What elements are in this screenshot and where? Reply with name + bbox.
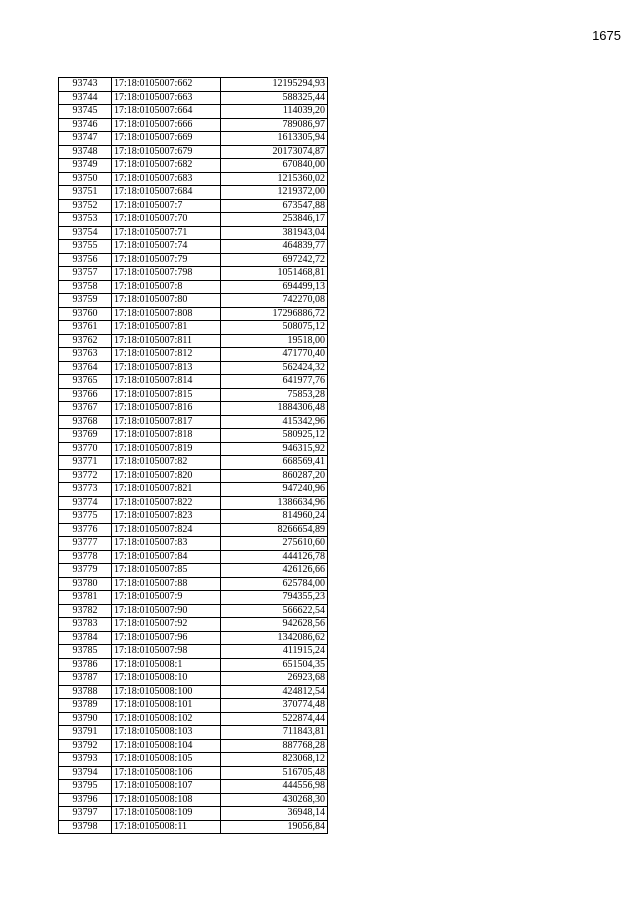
cadastral-value-cell: 641977,76 [221,375,328,389]
cadastral-number-cell: 17:18:0105007:88 [112,577,221,591]
cadastral-value-cell: 1613305,94 [221,132,328,146]
table-row [59,712,328,726]
cadastral-number-cell: 17:18:0105007:92 [112,618,221,632]
table-row [59,415,328,429]
cadastral-value-cell: 8266654,89 [221,523,328,537]
cadastral-value-cell: 668569,41 [221,456,328,470]
row-number-cell: 93792 [59,739,112,753]
cadastral-value-cell: 12195294,93 [221,78,328,92]
cadastral-number-cell: 17:18:0105007:666 [112,118,221,132]
row-number-cell: 93755 [59,240,112,254]
table-row [59,402,328,416]
cadastral-value-cell: 20173074,87 [221,145,328,159]
row-number-cell: 93780 [59,577,112,591]
row-number-cell: 93777 [59,537,112,551]
cadastral-value-cell: 1386634,96 [221,496,328,510]
cadastral-number-cell: 17:18:0105008:1 [112,658,221,672]
cadastral-number-cell: 17:18:0105008:108 [112,793,221,807]
table-row [59,672,328,686]
cadastral-value-cell: 588325,44 [221,91,328,105]
row-number-cell: 93781 [59,591,112,605]
row-number-cell: 93754 [59,226,112,240]
cadastral-value-cell: 694499,13 [221,280,328,294]
table-row [59,658,328,672]
row-number-cell: 93747 [59,132,112,146]
row-number-cell: 93773 [59,483,112,497]
table-row [59,132,328,146]
row-number-cell: 93746 [59,118,112,132]
row-number-cell: 93758 [59,280,112,294]
row-number-cell: 93762 [59,334,112,348]
cadastral-value-cell: 370774,48 [221,699,328,713]
cadastral-value-cell: 253846,17 [221,213,328,227]
table-row [59,631,328,645]
cadastral-number-cell: 17:18:0105007:90 [112,604,221,618]
row-number-cell: 93772 [59,469,112,483]
cadastral-value-cell: 887768,28 [221,739,328,753]
row-number-cell: 93753 [59,213,112,227]
cadastral-number-cell: 17:18:0105007:812 [112,348,221,362]
table-row [59,699,328,713]
row-number-cell: 93778 [59,550,112,564]
cadastral-number-cell: 17:18:0105007:814 [112,375,221,389]
cadastral-number-cell: 17:18:0105007:823 [112,510,221,524]
table-row [59,429,328,443]
cadastral-number-cell: 17:18:0105007:816 [112,402,221,416]
cadastral-number-cell: 17:18:0105007:822 [112,496,221,510]
table-row [59,118,328,132]
cadastral-value-cell: 823068,12 [221,753,328,767]
cadastral-value-cell: 1051468,81 [221,267,328,281]
table-row [59,807,328,821]
cadastral-value-cell: 114039,20 [221,105,328,119]
table-row [59,591,328,605]
row-number-cell: 93786 [59,658,112,672]
table-row [59,685,328,699]
cadastral-number-cell: 17:18:0105007:683 [112,172,221,186]
cadastral-number-cell: 17:18:0105007:811 [112,334,221,348]
table-row [59,321,328,335]
row-number-cell: 93795 [59,780,112,794]
row-number-cell: 93766 [59,388,112,402]
table-row [59,388,328,402]
cadastral-number-cell: 17:18:0105007:84 [112,550,221,564]
table-row [59,186,328,200]
cadastral-number-cell: 17:18:0105007:818 [112,429,221,443]
cadastral-value-cell: 26923,68 [221,672,328,686]
cadastral-value-cell: 17296886,72 [221,307,328,321]
row-number-cell: 93760 [59,307,112,321]
table-row [59,820,328,834]
cadastral-number-cell: 17:18:0105008:109 [112,807,221,821]
cadastral-number-cell: 17:18:0105007:664 [112,105,221,119]
cadastral-value-cell: 444556,98 [221,780,328,794]
cadastral-number-cell: 17:18:0105007:798 [112,267,221,281]
table-row [59,105,328,119]
cadastral-value-cell: 75853,28 [221,388,328,402]
cadastral-number-cell: 17:18:0105008:10 [112,672,221,686]
table-row [59,307,328,321]
cadastral-number-cell: 17:18:0105008:101 [112,699,221,713]
cadastral-number-cell: 17:18:0105007:682 [112,159,221,173]
cadastral-value-cell: 673547,88 [221,199,328,213]
table-row [59,199,328,213]
cadastral-number-cell: 17:18:0105008:104 [112,739,221,753]
cadastral-number-cell: 17:18:0105008:100 [112,685,221,699]
row-number-cell: 93763 [59,348,112,362]
cadastral-number-cell: 17:18:0105007:79 [112,253,221,267]
row-number-cell: 93797 [59,807,112,821]
table-row [59,469,328,483]
table-row [59,483,328,497]
row-number-cell: 93751 [59,186,112,200]
row-number-cell: 93750 [59,172,112,186]
cadastral-value-cell: 697242,72 [221,253,328,267]
cadastral-value-cell: 411915,24 [221,645,328,659]
cadastral-number-cell: 17:18:0105007:71 [112,226,221,240]
table-row [59,159,328,173]
cadastral-value-cell: 742270,08 [221,294,328,308]
cadastral-value-cell: 947240,96 [221,483,328,497]
cadastral-value-cell: 424812,54 [221,685,328,699]
cadastral-value-cell: 522874,44 [221,712,328,726]
row-number-cell: 93767 [59,402,112,416]
cadastral-number-cell: 17:18:0105007:81 [112,321,221,335]
row-number-cell: 93748 [59,145,112,159]
row-number-cell: 93757 [59,267,112,281]
table-row [59,442,328,456]
row-number-cell: 93774 [59,496,112,510]
row-number-cell: 93775 [59,510,112,524]
cadastral-number-cell: 17:18:0105007:821 [112,483,221,497]
row-number-cell: 93793 [59,753,112,767]
cadastral-number-cell: 17:18:0105008:102 [112,712,221,726]
cadastral-number-cell: 17:18:0105007:80 [112,294,221,308]
row-number-cell: 93764 [59,361,112,375]
row-number-cell: 93796 [59,793,112,807]
row-number-cell: 93790 [59,712,112,726]
cadastral-value-cell: 651504,35 [221,658,328,672]
cadastral-value-cell: 580925,12 [221,429,328,443]
cadastral-value-cell: 471770,40 [221,348,328,362]
table-row [59,348,328,362]
cadastral-value-cell: 426126,66 [221,564,328,578]
cadastral-value-cell: 562424,32 [221,361,328,375]
row-number-cell: 93752 [59,199,112,213]
row-number-cell: 93744 [59,91,112,105]
cadastral-value-cell: 19056,84 [221,820,328,834]
table-row [59,456,328,470]
table-row [59,793,328,807]
row-number-cell: 93771 [59,456,112,470]
cadastral-number-cell: 17:18:0105007:669 [112,132,221,146]
cadastral-value-cell: 860287,20 [221,469,328,483]
table-row [59,78,328,92]
table-row [59,213,328,227]
row-number-cell: 93756 [59,253,112,267]
page-number: 1675 [592,28,621,43]
table-row [59,618,328,632]
table-body [59,78,328,834]
table-row [59,361,328,375]
cadastral-number-cell: 17:18:0105007:679 [112,145,221,159]
cadastral-number-cell: 17:18:0105007:662 [112,78,221,92]
cadastral-number-cell: 17:18:0105008:105 [112,753,221,767]
cadastral-number-cell: 17:18:0105007:98 [112,645,221,659]
table-row [59,496,328,510]
row-number-cell: 93783 [59,618,112,632]
row-number-cell: 93798 [59,820,112,834]
cadastral-value-cell: 1219372,00 [221,186,328,200]
table-row [59,739,328,753]
cadastral-number-cell: 17:18:0105007:85 [112,564,221,578]
table-row [59,753,328,767]
cadastral-value-cell: 275610,60 [221,537,328,551]
cadastral-number-cell: 17:18:0105007:808 [112,307,221,321]
row-number-cell: 93761 [59,321,112,335]
table-row [59,510,328,524]
cadastral-value-cell: 36948,14 [221,807,328,821]
row-number-cell: 93770 [59,442,112,456]
row-number-cell: 93787 [59,672,112,686]
cadastral-value-cell: 1884306,48 [221,402,328,416]
table-row [59,280,328,294]
row-number-cell: 93785 [59,645,112,659]
table-row [59,253,328,267]
table-row [59,267,328,281]
table-row [59,91,328,105]
cadastral-number-cell: 17:18:0105007:813 [112,361,221,375]
cadastral-value-cell: 464839,77 [221,240,328,254]
table-row [59,564,328,578]
cadastral-number-cell: 17:18:0105007:819 [112,442,221,456]
cadastral-number-cell: 17:18:0105007:820 [112,469,221,483]
row-number-cell: 93788 [59,685,112,699]
table-row [59,645,328,659]
table-row [59,240,328,254]
cadastral-number-cell: 17:18:0105007:82 [112,456,221,470]
cadastral-number-cell: 17:18:0105007:74 [112,240,221,254]
row-number-cell: 93765 [59,375,112,389]
cadastral-number-cell: 17:18:0105007:9 [112,591,221,605]
cadastral-value-cell: 711843,81 [221,726,328,740]
table-row [59,145,328,159]
cadastral-value-cell: 814960,24 [221,510,328,524]
cadastral-number-cell: 17:18:0105008:106 [112,766,221,780]
cadastral-value-cell: 430268,30 [221,793,328,807]
cadastral-number-cell: 17:18:0105007:817 [112,415,221,429]
row-number-cell: 93791 [59,726,112,740]
table-row [59,766,328,780]
cadastral-value-cell: 508075,12 [221,321,328,335]
row-number-cell: 93794 [59,766,112,780]
cadastral-value-cell: 789086,97 [221,118,328,132]
row-number-cell: 93759 [59,294,112,308]
row-number-cell: 93789 [59,699,112,713]
cadastral-number-cell: 17:18:0105007:663 [112,91,221,105]
row-number-cell: 93769 [59,429,112,443]
cadastral-number-cell: 17:18:0105007:684 [112,186,221,200]
cadastral-value-table [58,77,328,834]
cadastral-value-cell: 1215360,02 [221,172,328,186]
cadastral-number-cell: 17:18:0105007:824 [112,523,221,537]
row-number-cell: 93745 [59,105,112,119]
table-row [59,294,328,308]
cadastral-number-cell: 17:18:0105007:8 [112,280,221,294]
row-number-cell: 93779 [59,564,112,578]
row-number-cell: 93784 [59,631,112,645]
cadastral-number-cell: 17:18:0105007:96 [112,631,221,645]
table-row [59,537,328,551]
row-number-cell: 93782 [59,604,112,618]
table-row [59,780,328,794]
row-number-cell: 93776 [59,523,112,537]
cadastral-value-cell: 946315,92 [221,442,328,456]
cadastral-value-cell: 794355,23 [221,591,328,605]
cadastral-value-cell: 1342086,62 [221,631,328,645]
cadastral-number-cell: 17:18:0105007:70 [112,213,221,227]
row-number-cell: 93749 [59,159,112,173]
cadastral-value-cell: 625784,00 [221,577,328,591]
cadastral-value-cell: 516705,48 [221,766,328,780]
cadastral-number-cell: 17:18:0105007:7 [112,199,221,213]
table-row [59,726,328,740]
cadastral-value-cell: 444126,78 [221,550,328,564]
table-row [59,334,328,348]
table-row [59,577,328,591]
cadastral-number-cell: 17:18:0105007:83 [112,537,221,551]
cadastral-number-cell: 17:18:0105008:11 [112,820,221,834]
row-number-cell: 93768 [59,415,112,429]
cadastral-value-cell: 670840,00 [221,159,328,173]
cadastral-value-cell: 942628,56 [221,618,328,632]
cadastral-value-cell: 19518,00 [221,334,328,348]
table-row [59,375,328,389]
cadastral-value-cell: 566622,54 [221,604,328,618]
cadastral-value-cell: 415342,96 [221,415,328,429]
cadastral-number-cell: 17:18:0105008:103 [112,726,221,740]
table-row [59,172,328,186]
cadastral-number-cell: 17:18:0105007:815 [112,388,221,402]
table-row [59,226,328,240]
row-number-cell: 93743 [59,78,112,92]
cadastral-value-cell: 381943,04 [221,226,328,240]
table-row [59,550,328,564]
table-row [59,523,328,537]
table-row [59,604,328,618]
cadastral-number-cell: 17:18:0105008:107 [112,780,221,794]
